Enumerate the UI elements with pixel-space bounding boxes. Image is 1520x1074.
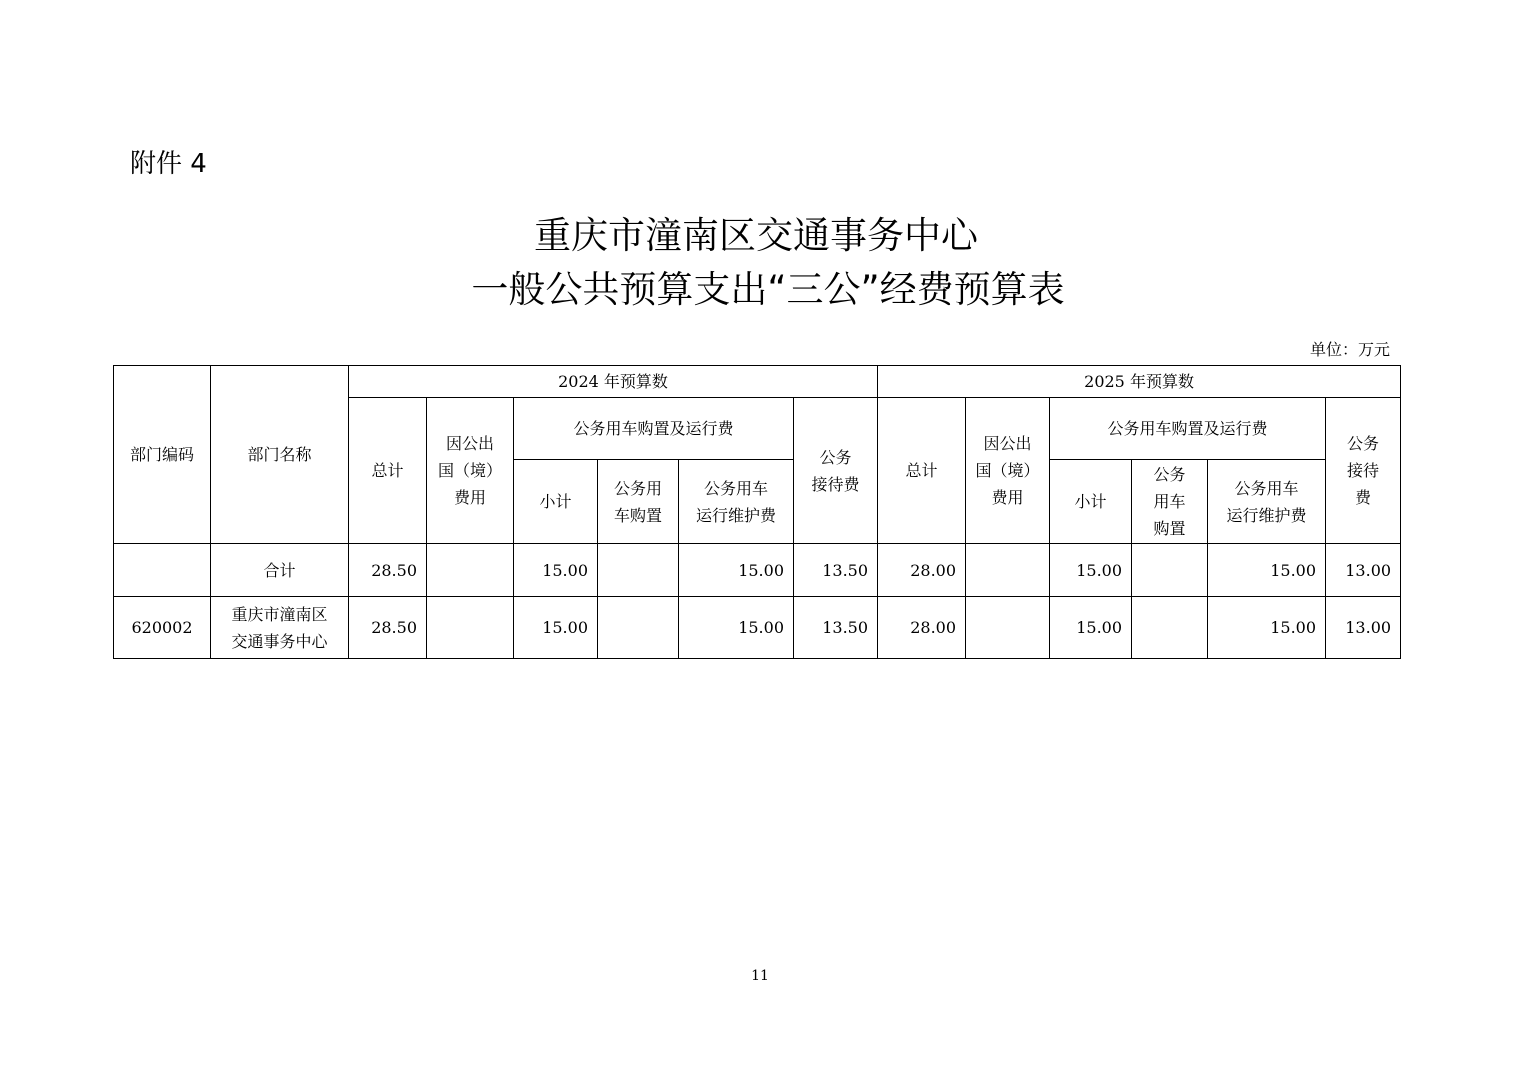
header-vehicle-group-2024: 公务用车购置及运行费 (514, 398, 794, 460)
header-subtotal-2024: 小计 (514, 460, 598, 544)
cell-total-2025: 28.00 (878, 544, 966, 597)
cell-purchase-2024 (598, 597, 679, 659)
cell-subtotal-2024: 15.00 (514, 544, 598, 597)
header-abroad-2025 (966, 398, 1050, 544)
header-purchase-2025-line3: 购置 (1153, 519, 1186, 538)
header-purchase-2024-line1: 公务用 (613, 478, 662, 498)
page-number: 11 (751, 968, 769, 984)
header-reception-2025 (1326, 398, 1401, 544)
cell-maintenance-2024: 15.00 (679, 544, 794, 597)
header-purchase-2025-line2: 用车 (1153, 492, 1186, 511)
cell-reception-2025: 13.00 (1326, 544, 1401, 597)
header-maintenance-2024-line2: 运行维护费 (695, 505, 776, 525)
attachment-label: 附件 4 (130, 149, 207, 179)
header-maintenance-2025 (1208, 460, 1326, 544)
cell-abroad-2025 (966, 597, 1050, 659)
header-row-years (114, 366, 1401, 398)
budget-table (113, 365, 1401, 659)
table-row-department (114, 597, 1401, 659)
header-total-2025: 总计 (878, 398, 966, 544)
unit-label: 单位：万元 (1309, 340, 1390, 359)
cell-abroad-2024 (427, 597, 514, 659)
table-row-total (114, 544, 1401, 597)
cell-total-2024: 28.50 (349, 544, 427, 597)
header-total-2024: 总计 (349, 398, 427, 544)
document-title-line1: 重庆市潼南区交通事务中心 (534, 214, 978, 257)
cell-maintenance-2025: 15.00 (1208, 544, 1326, 597)
header-reception-2025-line2: 接待 (1347, 461, 1380, 480)
header-maintenance-2024-line1: 公务用车 (703, 478, 768, 498)
header-maintenance-2025-line2: 运行维护费 (1226, 505, 1307, 525)
header-abroad-2024-line2: 国（境） (437, 461, 502, 480)
header-maintenance-2025-line1: 公务用车 (1234, 478, 1299, 498)
header-vehicle-group-2025: 公务用车购置及运行费 (1050, 398, 1326, 460)
header-abroad-2025-line2: 国（境） (975, 461, 1040, 480)
cell-purchase-2024 (598, 544, 679, 597)
cell-dept-name-line1: 重庆市潼南区 (231, 604, 328, 624)
cell-subtotal-2024: 15.00 (514, 597, 598, 659)
cell-total-2025: 28.00 (878, 597, 966, 659)
header-purchase-2025 (1132, 460, 1208, 544)
cell-purchase-2025 (1132, 544, 1208, 597)
header-abroad-2024 (427, 398, 514, 544)
cell-dept-name (211, 597, 349, 659)
cell-reception-2025: 13.00 (1326, 597, 1401, 659)
header-abroad-2024-line1: 因公出 (445, 434, 494, 453)
header-subtotal-2025: 小计 (1050, 460, 1132, 544)
cell-abroad-2025 (966, 544, 1050, 597)
header-year-2024: 2024 年预算数 (349, 366, 878, 398)
cell-maintenance-2025: 15.00 (1208, 597, 1326, 659)
header-reception-2024 (794, 398, 878, 544)
header-abroad-2025-line1: 因公出 (983, 434, 1032, 453)
header-maintenance-2024 (679, 460, 794, 544)
document-title-line2: 一般公共预算支出“三公”经费预算表 (471, 268, 1065, 311)
header-reception-2025-line3: 费 (1355, 488, 1372, 507)
header-year-2025: 2025 年预算数 (878, 366, 1401, 398)
cell-dept-name: 合计 (211, 544, 349, 597)
cell-dept-code: 620002 (114, 597, 211, 659)
header-reception-2025-line1: 公务 (1347, 434, 1380, 453)
header-reception-2024-line2: 接待费 (811, 474, 860, 494)
cell-dept-name-line2: 交通事务中心 (231, 631, 328, 651)
cell-subtotal-2025: 15.00 (1050, 544, 1132, 597)
header-abroad-2025-line3: 费用 (991, 488, 1024, 507)
cell-dept-code (114, 544, 211, 597)
header-dept-name: 部门名称 (211, 366, 349, 544)
cell-maintenance-2024: 15.00 (679, 597, 794, 659)
cell-purchase-2025 (1132, 597, 1208, 659)
header-purchase-2024-line2: 车购置 (613, 505, 662, 525)
header-purchase-2024 (598, 460, 679, 544)
cell-subtotal-2025: 15.00 (1050, 597, 1132, 659)
header-purchase-2025-line1: 公务 (1153, 465, 1186, 484)
header-abroad-2024-line3: 费用 (453, 488, 486, 507)
cell-abroad-2024 (427, 544, 514, 597)
cell-reception-2024: 13.50 (794, 597, 878, 659)
cell-reception-2024: 13.50 (794, 544, 878, 597)
header-dept-code: 部门编码 (114, 366, 211, 544)
cell-total-2024: 28.50 (349, 597, 427, 659)
header-reception-2024-line1: 公务 (819, 447, 852, 467)
